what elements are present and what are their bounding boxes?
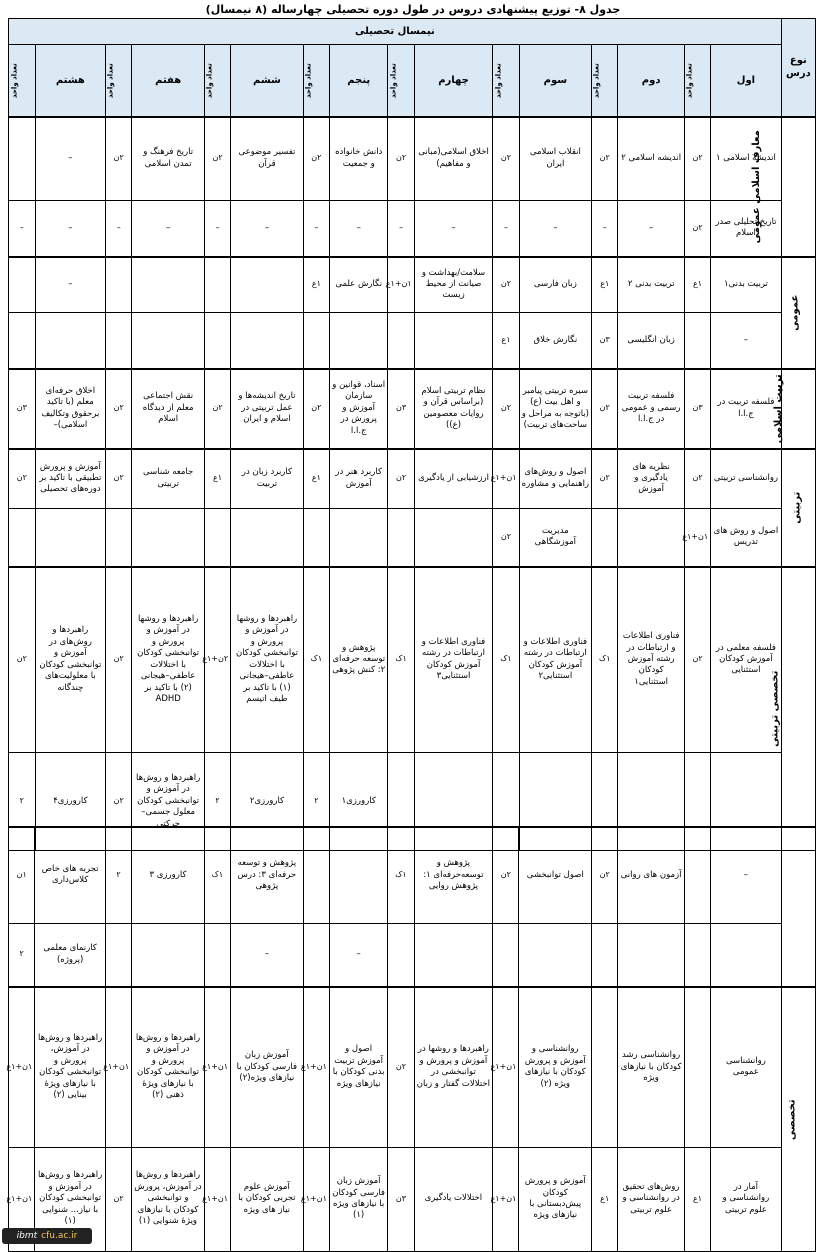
course-units-cell: – bbox=[9, 201, 36, 257]
course-units-cell bbox=[684, 987, 710, 1147]
course-units-cell: ۱ع bbox=[684, 257, 710, 313]
course-name-cell: فلسفه معلمی در آموزش کودکان استثنایی bbox=[711, 567, 782, 753]
course-units-cell bbox=[9, 509, 36, 567]
course-name-cell: پژوهش و توسعه‌حرفه‌ای ۱: پژوهش روایی bbox=[414, 827, 493, 923]
course-name-cell bbox=[231, 509, 304, 567]
table-row bbox=[9, 313, 816, 369]
units-header: تعداد واحد bbox=[303, 45, 329, 117]
course-name-cell bbox=[711, 923, 782, 987]
table-row bbox=[9, 257, 816, 313]
units-header: تعداد واحد bbox=[388, 45, 414, 117]
course-units-cell bbox=[9, 313, 36, 369]
course-units-cell: ۲ن bbox=[493, 509, 519, 567]
course-units-cell: ۲ن bbox=[592, 449, 618, 509]
units-header: تعداد واحد bbox=[106, 45, 132, 117]
course-type-cell: تربیت اسلامی bbox=[781, 369, 815, 449]
course-units-cell: – bbox=[592, 201, 618, 257]
course-name-cell: زبان انگلیسی bbox=[618, 313, 685, 369]
course-name-cell: سلامت/بهداشت و صیانت از محیط زیست bbox=[414, 257, 493, 313]
course-units-cell: ۲ bbox=[9, 753, 36, 851]
course-units-cell: ۱ن+۱ع bbox=[204, 1147, 230, 1251]
course-name-cell: اصول توانبخشی bbox=[519, 827, 592, 923]
course-units-cell: ۱ع bbox=[592, 1147, 618, 1251]
course-name-cell: راهبردها و روش‌ها در آموزش و پرورش و توانبخشی کودکان با نیازهای ویژهٔ ذهنی (۲) bbox=[132, 987, 205, 1147]
course-units-cell: ۱ع bbox=[303, 449, 329, 509]
course-name-cell: آمار در روانشناسی و علوم تربیتی bbox=[711, 1147, 782, 1251]
course-units-cell: ۱ع bbox=[303, 257, 329, 313]
course-name-cell bbox=[414, 509, 493, 567]
course-units-cell bbox=[684, 827, 710, 923]
course-name-cell: اصول و روش‌های راهنمایی و مشاوره bbox=[519, 449, 592, 509]
semester-5-header: پنجم bbox=[329, 45, 387, 117]
course-name-cell: اخلاق حرفه‌ای معلم (با تاکید برحقوق وتکالیف اسلامی)– bbox=[35, 369, 106, 449]
course-units-cell: ۱ک bbox=[388, 827, 414, 923]
course-units-cell: ۱ن bbox=[9, 827, 35, 923]
watermark-left: ibmt bbox=[16, 1231, 38, 1241]
course-name-cell: کاربرد زبان در تربیت bbox=[231, 449, 304, 509]
course-name-cell: نظریه های یادگیری و آموزش bbox=[618, 449, 685, 509]
course-name-cell bbox=[132, 923, 205, 987]
course-units-cell bbox=[303, 923, 329, 987]
course-name-cell: روانشناسی رشد کودکان با نیازهای ویژه bbox=[618, 987, 685, 1147]
course-name-cell: تفسیر موضوعی قرآن bbox=[231, 117, 304, 201]
course-units-cell bbox=[388, 509, 414, 567]
course-type-cell: تخصصی تربیتی bbox=[781, 567, 815, 851]
course-name-cell: آموزش علوم تجربی کودکان با نیاز های ویژه bbox=[231, 1147, 304, 1251]
course-units-cell: ۲ bbox=[105, 827, 131, 923]
units-header: تعداد واحد bbox=[592, 45, 618, 117]
course-units-cell: ۱ن+۱ع bbox=[493, 987, 519, 1147]
semester-4-header: چهارم bbox=[414, 45, 493, 117]
course-units-cell: ۲ن bbox=[106, 567, 132, 753]
course-name-cell: اصول و آموزش تربیت بدنی کودکان با نیازهای ویژه bbox=[329, 987, 388, 1147]
course-type-cell: معارف اسلامی عمومی bbox=[781, 117, 815, 257]
course-units-cell: – bbox=[303, 201, 329, 257]
course-units-cell: ۲ن bbox=[388, 987, 414, 1147]
course-name-cell: ارزشیابی از یادگیری bbox=[414, 449, 493, 509]
course-name-cell bbox=[414, 923, 493, 987]
course-name-cell bbox=[618, 923, 685, 987]
course-units-cell: ۲ن bbox=[684, 449, 710, 509]
course-name-cell: راهبردها و روش‌ها در آموزش، پرورش و توانبخشی کودکان با نیازهای ویژهٔ بینایی (۲) bbox=[35, 987, 106, 1147]
course-name-cell: راهبردها و روش‌های در آموزش و توانبخشی کودکان با معلولیت‌های چندگانه bbox=[35, 567, 106, 753]
course-name-cell: تربیت بدنی ۲ bbox=[618, 257, 685, 313]
units-header: تعداد واحد bbox=[493, 45, 519, 117]
course-units-cell: ۱ن+۱ع bbox=[303, 1147, 329, 1251]
semester-header: نیمسال تحصیلی bbox=[9, 19, 782, 45]
course-units-cell bbox=[106, 509, 132, 567]
course-name-cell bbox=[329, 313, 387, 369]
course-units-cell: ۱ک bbox=[303, 567, 329, 753]
course-name-cell: آموزش زبان فارسی کودکان با نیازهای ویژه(۲) bbox=[231, 987, 304, 1147]
course-units-cell: ۳ن bbox=[9, 369, 36, 449]
course-units-cell: ۱ن+۱ع bbox=[105, 987, 131, 1147]
course-name-cell: اصول و روش های تدریس bbox=[711, 509, 782, 567]
course-name-cell: – bbox=[231, 923, 304, 987]
site-watermark bbox=[2, 1228, 92, 1244]
course-units-cell: ۲ن bbox=[204, 117, 230, 201]
course-units-cell: ۳ن bbox=[388, 1147, 414, 1251]
course-units-cell bbox=[204, 313, 230, 369]
course-name-cell: راهبردها و روش‌ها در آموزش، پرورش و توانبخشی کودکان با نیازهای ویژهٔ شنوایی (۱) bbox=[132, 1147, 205, 1251]
course-units-cell: ۲ن bbox=[105, 1147, 131, 1251]
course-type-cell: تخصصی bbox=[781, 987, 815, 1251]
table-row bbox=[9, 509, 816, 567]
course-name-cell: روانشناسی عمومی bbox=[711, 987, 782, 1147]
table-row bbox=[9, 1147, 816, 1251]
course-units-cell: ۱ع bbox=[493, 313, 519, 369]
course-name-cell: مدیریت آموزشگاهی bbox=[519, 509, 592, 567]
table-row bbox=[9, 987, 816, 1147]
course-units-cell: ۲ن bbox=[9, 567, 36, 753]
course-units-cell: ۱ن+۱ع bbox=[493, 449, 519, 509]
course-units-cell: ۲ن bbox=[493, 257, 519, 313]
table-title: جدول ۸- توزیع پیشنهادی دروس در طول دوره تحصیلی چهارساله (۸ نیمسال) bbox=[205, 3, 621, 16]
course-units-cell bbox=[105, 923, 131, 987]
semester-2-header: دوم bbox=[618, 45, 685, 117]
course-name-cell: پژوهش و توسعه حرفه‌ای ۳: درس پژوهی bbox=[231, 827, 304, 923]
units-header: تعداد واحد bbox=[684, 45, 710, 117]
course-units-cell: ۲ن bbox=[204, 369, 230, 449]
course-name-cell: راهبردها و روش‌ها در آموزش و توانبخشی کودکان معلول جسمی–حرکتی bbox=[132, 753, 205, 851]
semester-6-header: ششم bbox=[231, 45, 304, 117]
course-name-cell: – bbox=[35, 201, 106, 257]
course-units-cell: ۲ن+۱ع bbox=[204, 567, 230, 753]
semester-1-header: اول bbox=[711, 45, 782, 117]
course-name-cell: راهبردها و روشها در آموزش و پرورش و توانبخشی در اختلالات گفتار و زبان bbox=[414, 987, 493, 1147]
course-units-cell bbox=[592, 509, 618, 567]
course-name-cell: اخلاق اسلامی(مبانی و مفاهیم) bbox=[414, 117, 493, 201]
course-name-cell: اندیشه اسلامی ۱ bbox=[711, 117, 782, 201]
course-name-cell: زبان فارسی bbox=[519, 257, 592, 313]
course-name-cell: – bbox=[519, 201, 592, 257]
course-name-cell: فناوری اطلاعات و ارتباطات در رشته آموزش کودکان استثنایی۱ bbox=[618, 567, 685, 753]
units-header: تعداد واحد bbox=[9, 45, 36, 117]
course-name-cell: کارورزی۱ bbox=[329, 753, 387, 851]
course-name-cell bbox=[231, 313, 304, 369]
course-name-cell: اختلالات یادگیری bbox=[414, 1147, 493, 1251]
course-units-cell: ۲ن bbox=[493, 369, 519, 449]
course-name-cell: روانشناسی تربیتی bbox=[711, 449, 782, 509]
course-type-cell: تربیتی bbox=[781, 449, 815, 567]
watermark-right: cfu.ac.ir bbox=[41, 1231, 78, 1241]
course-units-cell: ۱ک bbox=[388, 567, 414, 753]
curriculum-table-continued bbox=[8, 826, 816, 1252]
course-units-cell: – bbox=[493, 201, 519, 257]
course-units-cell: ۲ bbox=[204, 753, 230, 851]
course-name-cell: راهبردها و روشها در آموزش و پرورش و توانبخشی کودکان با اختلالات عاطفی–هیجانی (۲) با تاکید بر ADHD bbox=[132, 567, 205, 753]
course-name-cell: نگارش خلاق bbox=[519, 313, 592, 369]
curriculum-table bbox=[8, 18, 816, 851]
course-units-cell: – bbox=[106, 201, 132, 257]
course-name-cell: فلسفه تربیت در ج.ا.ا bbox=[711, 369, 782, 449]
course-name-cell bbox=[329, 827, 388, 923]
course-units-cell: ۱ع bbox=[684, 1147, 710, 1251]
course-name-cell bbox=[329, 509, 387, 567]
course-units-cell: ۱ع bbox=[204, 449, 230, 509]
semester-8-header: هشتم bbox=[35, 45, 106, 117]
table-row bbox=[9, 923, 816, 987]
course-name-cell: – bbox=[414, 201, 493, 257]
course-units-cell bbox=[303, 313, 329, 369]
course-name-cell: – bbox=[35, 117, 106, 201]
course-name-cell: دانش خانواده و جمعیت bbox=[329, 117, 387, 201]
course-name-cell: – bbox=[711, 827, 782, 923]
course-units-cell bbox=[684, 313, 710, 369]
course-name-cell bbox=[35, 509, 106, 567]
course-units-cell: ۱ک bbox=[592, 567, 618, 753]
table-row bbox=[9, 449, 816, 509]
course-name-cell: نگارش علمی bbox=[329, 257, 387, 313]
course-units-cell bbox=[303, 509, 329, 567]
course-name-cell bbox=[414, 313, 493, 369]
course-name-cell: راهبردها و روشها در آموزش و پرورش و توانبخشی کودکان با اختلالات عاطفی–هیجانی (۱) با تاکید بر طیف اتیسم bbox=[231, 567, 304, 753]
course-name-cell: – bbox=[618, 201, 685, 257]
course-name-cell: اندیشه اسلامی ۲ bbox=[618, 117, 685, 201]
course-units-cell: ۲ن bbox=[303, 369, 329, 449]
course-units-cell bbox=[9, 117, 36, 201]
course-units-cell: ۱ع bbox=[592, 257, 618, 313]
course-name-cell: اسناد، قوانین و سازمان آموزش و پرورش در ج.ا.ا bbox=[329, 369, 387, 449]
course-units-cell: ۱ن+۱ع bbox=[303, 987, 329, 1147]
course-units-cell bbox=[684, 923, 710, 987]
course-name-cell: روش‌های تحقیق در روانشناسی و علوم تربیتی bbox=[618, 1147, 685, 1251]
course-units-cell: ۲ن bbox=[388, 449, 414, 509]
course-name-cell: – bbox=[711, 313, 782, 369]
course-units-cell: ۲ن bbox=[684, 567, 710, 753]
course-name-cell: پژوهش و توسعه حرفه‌ای ۲: کنش پژوهی bbox=[329, 567, 387, 753]
course-units-cell: ۲ن bbox=[106, 449, 132, 509]
course-name-cell bbox=[618, 509, 685, 567]
course-units-cell: ۳ن bbox=[684, 369, 710, 449]
course-name-cell: تجربه های خاص کلاس‌داری bbox=[35, 827, 106, 923]
course-units-cell: ۱ن+۱ع bbox=[9, 1147, 35, 1251]
course-units-cell bbox=[204, 257, 230, 313]
course-units-cell: ۱ن+۱ع bbox=[204, 987, 230, 1147]
course-units-cell: – bbox=[204, 201, 230, 257]
table-row bbox=[9, 201, 816, 257]
course-name-cell: – bbox=[35, 257, 106, 313]
course-units-cell: ۲ن bbox=[106, 117, 132, 201]
course-name-cell bbox=[35, 313, 106, 369]
course-units-cell: ۲ن bbox=[493, 827, 519, 923]
course-units-cell bbox=[204, 509, 230, 567]
semester-3-header: سوم bbox=[519, 45, 592, 117]
course-units-cell bbox=[9, 257, 36, 313]
course-units-cell: ۱ک bbox=[493, 567, 519, 753]
course-units-cell: – bbox=[388, 201, 414, 257]
course-units-cell bbox=[106, 313, 132, 369]
course-name-cell: فلسفه تربیت رسمی و عمومی در ج.ا.ا bbox=[618, 369, 685, 449]
course-units-cell: ۲ن bbox=[388, 117, 414, 201]
course-name-cell bbox=[132, 509, 205, 567]
course-name-cell: – bbox=[132, 201, 205, 257]
course-name-cell: کاربرد هنر در آموزش bbox=[329, 449, 387, 509]
course-units-cell bbox=[106, 257, 132, 313]
course-name-cell bbox=[132, 313, 205, 369]
semester-7-header: هفتم bbox=[132, 45, 205, 117]
course-name-cell: جامعه شناسی تربیتی bbox=[132, 449, 205, 509]
course-name-cell: آموزش زبان فارسی کودکان با نیازهای ویژه (۱) bbox=[329, 1147, 388, 1251]
course-name-cell: فناوری اطلاعات و ارتباطات در رشته آموزش کودکان استثنایی۳ bbox=[414, 567, 493, 753]
table-row bbox=[9, 567, 816, 753]
course-name-cell: تربیت بدنی۱ bbox=[711, 257, 782, 313]
table-row bbox=[9, 369, 816, 449]
course-name-cell: – bbox=[329, 201, 387, 257]
course-units-cell: ۲ن bbox=[303, 117, 329, 201]
course-type-header: نوع درس bbox=[781, 19, 815, 117]
course-name-cell: تاریخ تحلیلی صدر اسلام bbox=[711, 201, 782, 257]
course-type-cell: عمومی bbox=[781, 257, 815, 369]
course-name-cell: آزمون های روانی bbox=[618, 827, 685, 923]
course-units-cell: ۱ن+۱ع bbox=[493, 1147, 519, 1251]
course-units-cell bbox=[388, 313, 414, 369]
course-units-cell: ۲ن bbox=[106, 753, 132, 851]
course-units-cell: ۱ن+۱ع bbox=[9, 987, 35, 1147]
course-units-cell: ۲ن bbox=[493, 117, 519, 201]
course-name-cell: انقلاب اسلامی ایران bbox=[519, 117, 592, 201]
units-header: تعداد واحد bbox=[204, 45, 230, 117]
course-name-cell: – bbox=[231, 201, 304, 257]
course-type-cell bbox=[781, 827, 815, 987]
course-name-cell: کارنمای معلمی (پروژه) bbox=[35, 923, 106, 987]
course-units-cell: ۲ن bbox=[592, 117, 618, 201]
course-units-cell bbox=[388, 923, 414, 987]
course-name-cell bbox=[231, 257, 304, 313]
course-name-cell: کارورزی۲ bbox=[231, 753, 304, 851]
course-name-cell: آموزش و پرورش تطبیقی با تاکید بر دوره‌های تحصیلی bbox=[35, 449, 106, 509]
course-name-cell: کارورزی۴ bbox=[35, 753, 106, 851]
course-name-cell: کارورزی ۳ bbox=[132, 827, 205, 923]
course-name-cell bbox=[132, 257, 205, 313]
course-units-cell: ۲ن bbox=[592, 827, 618, 923]
course-units-cell: ۲ن bbox=[106, 369, 132, 449]
course-units-cell bbox=[493, 923, 519, 987]
course-name-cell: فناوری اطلاعات و ارتباطات در رشته آموزش کودکان استثنایی۲ bbox=[519, 567, 592, 753]
course-units-cell bbox=[204, 923, 230, 987]
course-units-cell: ۲ن bbox=[9, 449, 36, 509]
course-units-cell: ۱ن+۱ع bbox=[388, 257, 414, 313]
course-units-cell: ۱ن+۱ع bbox=[684, 509, 710, 567]
course-units-cell: ۲ bbox=[303, 753, 329, 851]
table-row bbox=[9, 827, 816, 923]
course-units-cell: ۳ن bbox=[388, 369, 414, 449]
course-units-cell: ۳ن bbox=[592, 313, 618, 369]
course-units-cell: ۲ن bbox=[684, 201, 710, 257]
table-row bbox=[9, 117, 816, 201]
course-units-cell bbox=[592, 987, 618, 1147]
course-units-cell: ۲ bbox=[9, 923, 35, 987]
course-units-cell: ۱ک bbox=[204, 827, 230, 923]
course-name-cell: تاریخ فرهنگ و تمدن اسلامی bbox=[132, 117, 205, 201]
course-name-cell: راهبردها و روش‌ها در آموزش و توانبخشی کودکان با نیاز... شنوایی (۱) bbox=[35, 1147, 106, 1251]
course-units-cell bbox=[303, 827, 329, 923]
course-name-cell: نظام تربیتی اسلام (براساس قرآن و روایات معصومین (ع)) bbox=[414, 369, 493, 449]
course-units-cell: ۲ن bbox=[684, 117, 710, 201]
course-name-cell: – bbox=[329, 923, 388, 987]
course-name-cell: آموزش و پرورش کودکان پیش‌دبستانی با نیازهای ویژه bbox=[519, 1147, 592, 1251]
course-units-cell: ۲ن bbox=[592, 369, 618, 449]
course-units-cell bbox=[592, 923, 618, 987]
course-name-cell bbox=[519, 923, 592, 987]
course-name-cell: نقش اجتماعی معلم از دیدگاه اسلام bbox=[132, 369, 205, 449]
course-name-cell: سیره تربیتی پیامبر و اهل بیت (ع) (باتوجه به مراحل و ساحت‌های تربیت) bbox=[519, 369, 592, 449]
course-name-cell: تاریخ اندیشه‌ها و عمل تربیتی در اسلام و ایران bbox=[231, 369, 304, 449]
course-name-cell: روانشناسی و آموزش و پرورش کودکان با نیازهای ویژه (۲) bbox=[519, 987, 592, 1147]
